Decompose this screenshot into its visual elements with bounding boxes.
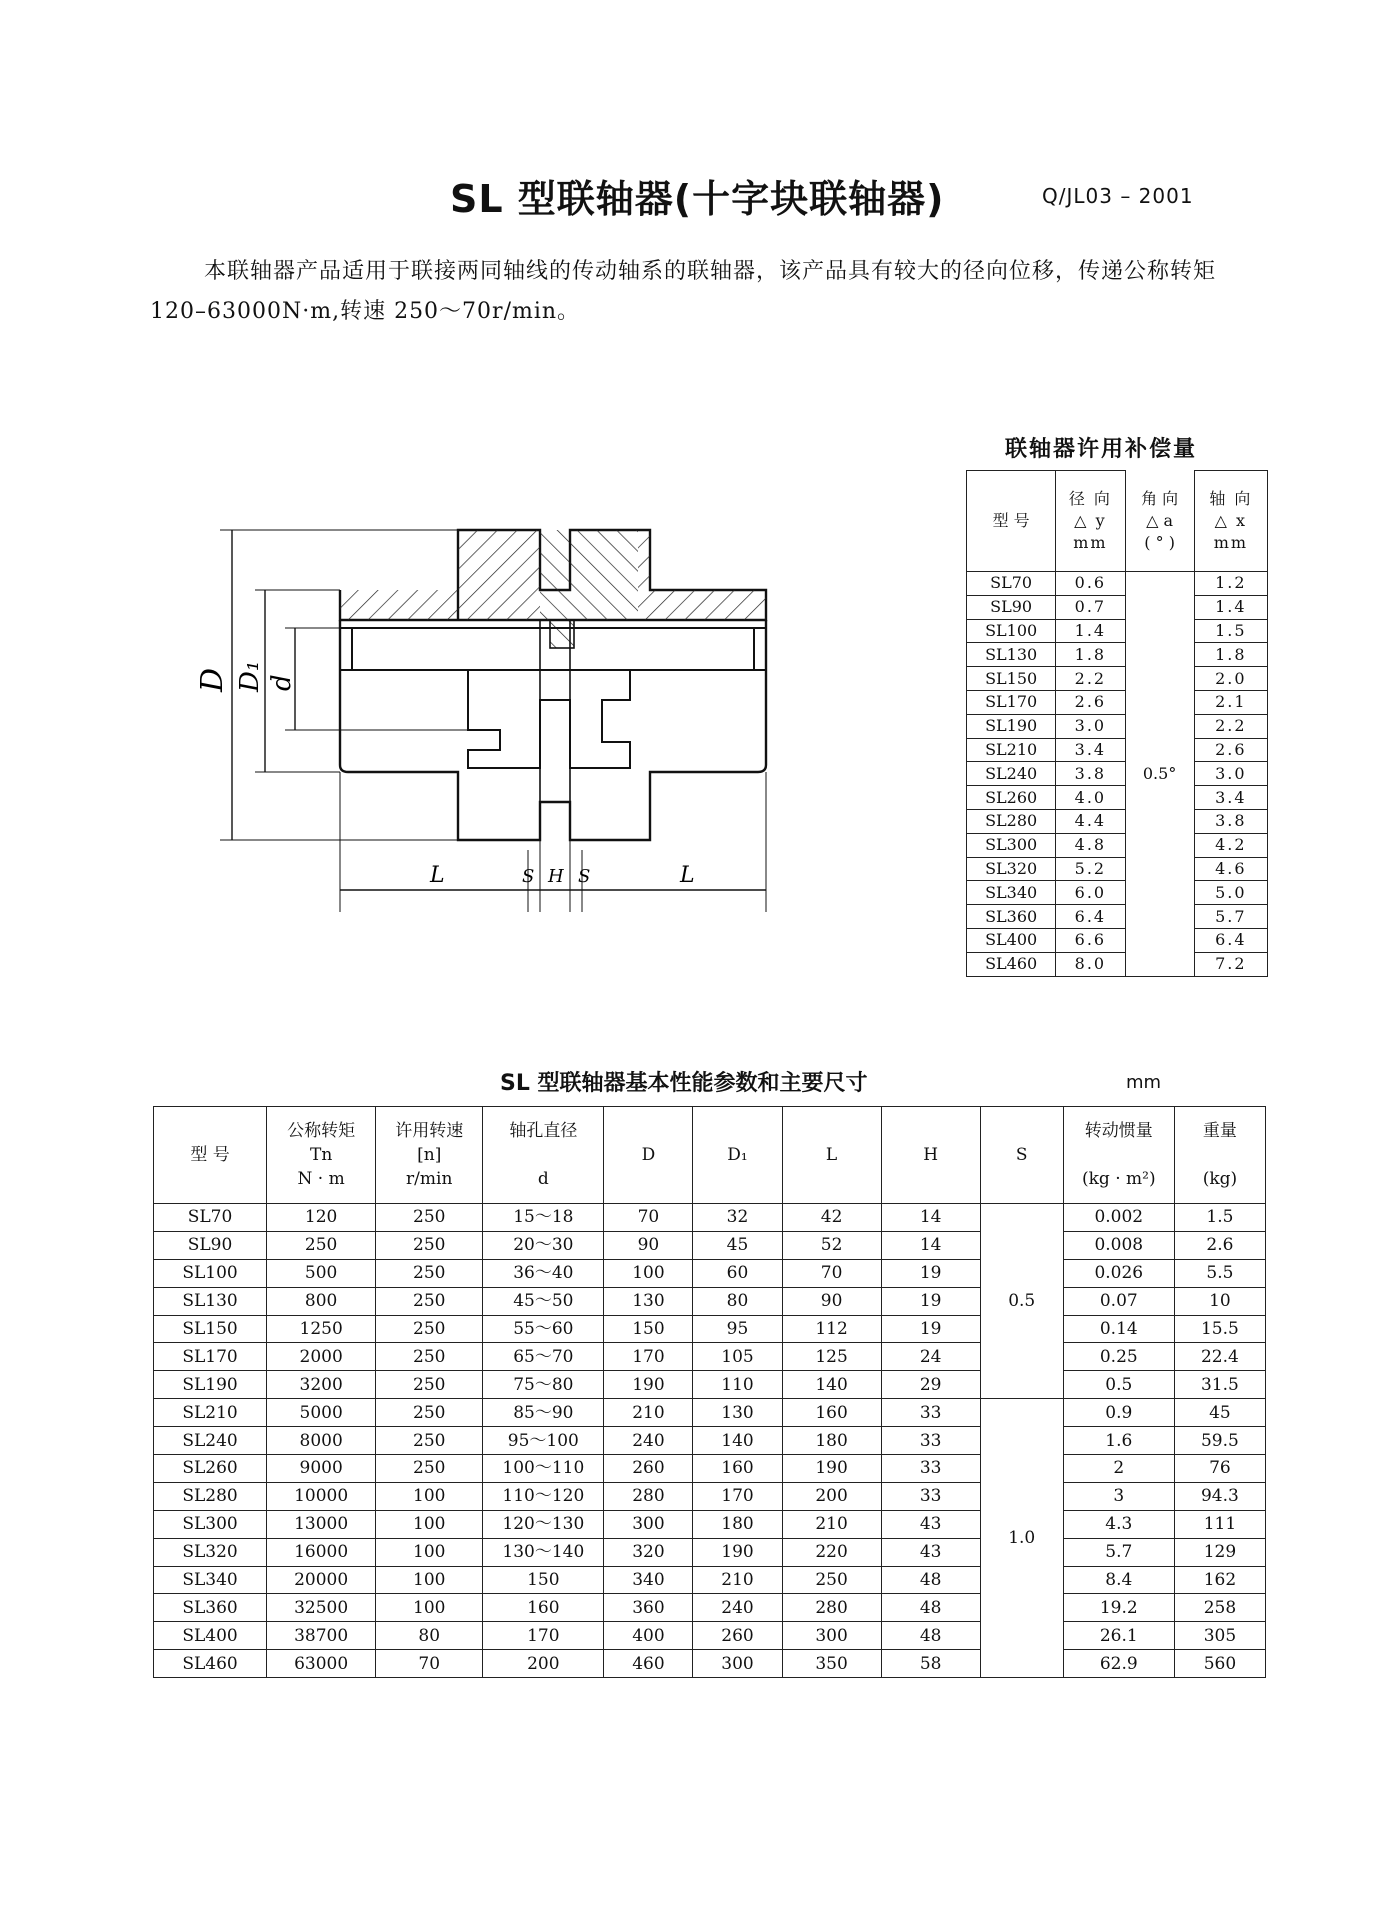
cell-inertia: 0.5: [1063, 1371, 1174, 1399]
cell-n: 100: [376, 1566, 483, 1594]
comp-model: SL100: [967, 619, 1056, 643]
cell-model: SL260: [154, 1455, 267, 1483]
cell-l: 210: [782, 1510, 881, 1538]
comp-axial: 1.2: [1194, 572, 1267, 596]
table-row: [154, 1399, 1266, 1427]
comp-model: SL400: [967, 928, 1056, 952]
cell-h: 19: [881, 1259, 980, 1287]
comp-model: SL70: [967, 572, 1056, 596]
comp-row: [967, 905, 1268, 929]
main-table: [153, 1106, 1266, 1678]
cell-d: 170: [483, 1622, 604, 1650]
cell-h: 24: [881, 1343, 980, 1371]
cell-tn: 5000: [267, 1399, 376, 1427]
cell-d1: 130: [693, 1399, 782, 1427]
comp-radial: 2.6: [1056, 690, 1125, 714]
comp-radial: 3.4: [1056, 738, 1125, 762]
cell-inertia: 8.4: [1063, 1566, 1174, 1594]
cell-inertia: 0.25: [1063, 1343, 1174, 1371]
cell-h: 33: [881, 1427, 980, 1455]
comp-radial: 0.7: [1056, 595, 1125, 619]
comp-axial: 1.8: [1194, 643, 1267, 667]
table-row: [154, 1566, 1266, 1594]
cell-d: 100～110: [483, 1455, 604, 1483]
comp-row: [967, 881, 1268, 905]
cell-n: 250: [376, 1287, 483, 1315]
cell-h: 19: [881, 1287, 980, 1315]
cell-n: 100: [376, 1510, 483, 1538]
cell-n: 250: [376, 1343, 483, 1371]
comp-model: SL280: [967, 809, 1056, 833]
cell-tn: 10000: [267, 1482, 376, 1510]
cell-d: 120～130: [483, 1510, 604, 1538]
cell-d1: 300: [693, 1650, 782, 1678]
cell-inertia: 3: [1063, 1482, 1174, 1510]
cell-tn: 9000: [267, 1455, 376, 1483]
cell-tn: 8000: [267, 1427, 376, 1455]
comp-axial: 3.8: [1194, 809, 1267, 833]
cell-inertia: 0.07: [1063, 1287, 1174, 1315]
cell-l: 70: [782, 1259, 881, 1287]
cell-d1: 190: [693, 1538, 782, 1566]
cell-d: 260: [604, 1455, 693, 1483]
cell-d: 170: [604, 1343, 693, 1371]
cell-d1: 80: [693, 1287, 782, 1315]
comp-axial: 2.1: [1194, 690, 1267, 714]
cell-d: 130: [604, 1287, 693, 1315]
cell-l: 200: [782, 1482, 881, 1510]
cell-weight: 45: [1174, 1399, 1265, 1427]
cell-d: 20～30: [483, 1231, 604, 1259]
comp-radial: 6.4: [1056, 905, 1125, 929]
comp-model: SL240: [967, 762, 1056, 786]
dim-S-right-label: S: [578, 866, 591, 887]
cell-d1: 180: [693, 1510, 782, 1538]
comp-row: [967, 809, 1268, 833]
cell-d: 100: [604, 1259, 693, 1287]
cell-d1: 160: [693, 1455, 782, 1483]
cell-d1: 110: [693, 1371, 782, 1399]
comp-axial: 2.6: [1194, 738, 1267, 762]
cell-n: 250: [376, 1427, 483, 1455]
cell-l: 280: [782, 1594, 881, 1622]
comp-axial: 4.2: [1194, 833, 1267, 857]
table-row: [154, 1622, 1266, 1650]
cell-d: 280: [604, 1482, 693, 1510]
cell-model: SL90: [154, 1231, 267, 1259]
comp-axial: 1.5: [1194, 619, 1267, 643]
comp-radial: 4.0: [1056, 786, 1125, 810]
main-header-model: 型 号: [154, 1107, 267, 1204]
table-row: [154, 1231, 1266, 1259]
cell-inertia: 62.9: [1063, 1650, 1174, 1678]
comp-model: SL320: [967, 857, 1056, 881]
cell-d: 240: [604, 1427, 693, 1455]
comp-axial: 3.4: [1194, 786, 1267, 810]
cell-n: 70: [376, 1650, 483, 1678]
cell-h: 14: [881, 1204, 980, 1232]
comp-model: SL150: [967, 667, 1056, 691]
cell-l: 190: [782, 1455, 881, 1483]
cell-l: 160: [782, 1399, 881, 1427]
comp-row: [967, 762, 1268, 786]
cell-l: 250: [782, 1566, 881, 1594]
table-row: [154, 1343, 1266, 1371]
cell-d: 110～120: [483, 1482, 604, 1510]
compensation-table: [966, 470, 1268, 977]
cell-model: SL400: [154, 1622, 267, 1650]
dim-L-left-label: L: [430, 863, 445, 888]
cell-model: SL240: [154, 1427, 267, 1455]
cell-d: 300: [604, 1510, 693, 1538]
comp-row: [967, 595, 1268, 619]
comp-row: [967, 643, 1268, 667]
comp-radial: 4.8: [1056, 833, 1125, 857]
cell-l: 125: [782, 1343, 881, 1371]
cell-h: 33: [881, 1399, 980, 1427]
cell-l: 180: [782, 1427, 881, 1455]
cell-d: 36～40: [483, 1259, 604, 1287]
dim-d-label: d: [267, 674, 297, 691]
cell-inertia: 2: [1063, 1455, 1174, 1483]
dim-D1-label: D₁: [235, 660, 265, 692]
main-header-H: H: [881, 1107, 980, 1204]
comp-model: SL130: [967, 643, 1056, 667]
cell-d1: 260: [693, 1622, 782, 1650]
main-header-bore: 轴孔直径 d: [483, 1107, 604, 1204]
cell-tn: 16000: [267, 1538, 376, 1566]
comp-row: [967, 667, 1268, 691]
cell-weight: 76: [1174, 1455, 1265, 1483]
cell-l: 112: [782, 1315, 881, 1343]
comp-radial: 6.0: [1056, 881, 1125, 905]
cell-weight: 94.3: [1174, 1482, 1265, 1510]
cell-n: 250: [376, 1315, 483, 1343]
cell-n: 250: [376, 1371, 483, 1399]
comp-axial: 4.6: [1194, 857, 1267, 881]
comp-axial: 2.0: [1194, 667, 1267, 691]
comp-model: SL210: [967, 738, 1056, 762]
cell-d: 200: [483, 1650, 604, 1678]
cell-d: 95～100: [483, 1427, 604, 1455]
cell-model: SL190: [154, 1371, 267, 1399]
comp-header-axial: 轴 向 △ x mm: [1194, 471, 1267, 572]
cell-d1: 45: [693, 1231, 782, 1259]
comp-model: SL190: [967, 714, 1056, 738]
cell-inertia: 0.14: [1063, 1315, 1174, 1343]
comp-angular: 0.5°: [1125, 572, 1194, 977]
cell-weight: 162: [1174, 1566, 1265, 1594]
comp-radial: 4.4: [1056, 809, 1125, 833]
cell-n: 250: [376, 1204, 483, 1232]
comp-row: [967, 928, 1268, 952]
cell-h: 48: [881, 1594, 980, 1622]
main-table-title: SL 型联轴器基本性能参数和主要尺寸: [500, 1071, 868, 1096]
cell-d: 130～140: [483, 1538, 604, 1566]
comp-radial: 8.0: [1056, 952, 1125, 976]
cell-model: SL170: [154, 1343, 267, 1371]
main-header-inertia: 转动惯量 (kg · m²): [1063, 1107, 1174, 1204]
cell-weight: 5.5: [1174, 1259, 1265, 1287]
cell-inertia: 4.3: [1063, 1510, 1174, 1538]
standard-code: Q/JL03 – 2001: [1042, 184, 1194, 208]
cell-d: 45～50: [483, 1287, 604, 1315]
cell-inertia: 26.1: [1063, 1622, 1174, 1650]
cell-n: 80: [376, 1622, 483, 1650]
comp-model: SL300: [967, 833, 1056, 857]
cell-d: 70: [604, 1204, 693, 1232]
page-title: SL 型联轴器(十字块联轴器): [450, 177, 945, 221]
cell-n: 250: [376, 1259, 483, 1287]
comp-radial: 2.2: [1056, 667, 1125, 691]
cell-d: 75～80: [483, 1371, 604, 1399]
cell-d: 150: [483, 1566, 604, 1594]
table-row: [154, 1204, 1266, 1232]
cell-d1: 210: [693, 1566, 782, 1594]
cell-weight: 2.6: [1174, 1231, 1265, 1259]
cell-model: SL210: [154, 1399, 267, 1427]
cell-d: 65～70: [483, 1343, 604, 1371]
cell-h: 48: [881, 1566, 980, 1594]
cell-weight: 22.4: [1174, 1343, 1265, 1371]
cell-d: 210: [604, 1399, 693, 1427]
comp-header-radial: 径 向 △ y mm: [1056, 471, 1125, 572]
cell-n: 100: [376, 1538, 483, 1566]
cell-d1: 140: [693, 1427, 782, 1455]
cell-d1: 240: [693, 1594, 782, 1622]
cell-h: 43: [881, 1510, 980, 1538]
comp-radial: 6.6: [1056, 928, 1125, 952]
cell-h: 43: [881, 1538, 980, 1566]
cell-d1: 32: [693, 1204, 782, 1232]
comp-radial: 1.4: [1056, 619, 1125, 643]
comp-row: [967, 857, 1268, 881]
cell-h: 29: [881, 1371, 980, 1399]
cell-model: SL360: [154, 1594, 267, 1622]
cell-h: 19: [881, 1315, 980, 1343]
cell-d: 150: [604, 1315, 693, 1343]
cell-model: SL320: [154, 1538, 267, 1566]
cell-d: 55～60: [483, 1315, 604, 1343]
cell-model: SL280: [154, 1482, 267, 1510]
compensation-title: 联轴器许用补偿量: [1005, 437, 1198, 462]
cell-inertia: 0.008: [1063, 1231, 1174, 1259]
cell-model: SL70: [154, 1204, 267, 1232]
cell-d1: 170: [693, 1482, 782, 1510]
comp-model: SL260: [967, 786, 1056, 810]
cell-inertia: 0.026: [1063, 1259, 1174, 1287]
cell-d1: 95: [693, 1315, 782, 1343]
cell-d: 85～90: [483, 1399, 604, 1427]
coupling-drawing: [195, 520, 830, 940]
cell-tn: 2000: [267, 1343, 376, 1371]
cell-tn: 250: [267, 1231, 376, 1259]
cell-inertia: 5.7: [1063, 1538, 1174, 1566]
comp-axial: 2.2: [1194, 714, 1267, 738]
dim-H-label: H: [548, 866, 564, 887]
cell-n: 250: [376, 1399, 483, 1427]
cell-weight: 111: [1174, 1510, 1265, 1538]
cell-n: 250: [376, 1231, 483, 1259]
table-row: [154, 1371, 1266, 1399]
cell-l: 300: [782, 1622, 881, 1650]
comp-row: [967, 619, 1268, 643]
dim-S-left-label: S: [522, 866, 535, 887]
comp-model: SL90: [967, 595, 1056, 619]
cell-weight: 1.5: [1174, 1204, 1265, 1232]
dim-L-right-label: L: [680, 863, 695, 888]
comp-row: [967, 690, 1268, 714]
cell-weight: 258: [1174, 1594, 1265, 1622]
cell-model: SL300: [154, 1510, 267, 1538]
table-row: [154, 1594, 1266, 1622]
cell-d: 15～18: [483, 1204, 604, 1232]
table-row: [154, 1538, 1266, 1566]
comp-model: SL360: [967, 905, 1056, 929]
cell-l: 90: [782, 1287, 881, 1315]
cell-weight: 305: [1174, 1622, 1265, 1650]
table-row: [154, 1427, 1266, 1455]
comp-header-angular: 角 向 △ a ( ° ): [1125, 471, 1194, 572]
cell-n: 250: [376, 1455, 483, 1483]
cell-tn: 120: [267, 1204, 376, 1232]
main-header-L: L: [782, 1107, 881, 1204]
cell-h: 33: [881, 1482, 980, 1510]
cell-inertia: 1.6: [1063, 1427, 1174, 1455]
main-header-D: D: [604, 1107, 693, 1204]
comp-axial: 6.4: [1194, 928, 1267, 952]
comp-radial: 3.0: [1056, 714, 1125, 738]
cell-inertia: 0.002: [1063, 1204, 1174, 1232]
cell-tn: 1250: [267, 1315, 376, 1343]
comp-header-model: 型 号: [967, 471, 1056, 572]
cell-d: 90: [604, 1231, 693, 1259]
comp-radial: 0.6: [1056, 572, 1125, 596]
cell-d: 360: [604, 1594, 693, 1622]
cell-model: SL150: [154, 1315, 267, 1343]
comp-radial: 5.2: [1056, 857, 1125, 881]
cell-h: 58: [881, 1650, 980, 1678]
comp-row: [967, 738, 1268, 762]
cell-d: 320: [604, 1538, 693, 1566]
cell-weight: 10: [1174, 1287, 1265, 1315]
cell-d: 340: [604, 1566, 693, 1594]
cell-d: 460: [604, 1650, 693, 1678]
comp-radial: 1.8: [1056, 643, 1125, 667]
main-table-unit: mm: [1126, 1072, 1162, 1093]
cell-s: 0.5: [980, 1204, 1063, 1399]
cell-d: 400: [604, 1622, 693, 1650]
cell-l: 140: [782, 1371, 881, 1399]
table-row: [154, 1650, 1266, 1678]
main-header-torque: 公称转矩 Tn N · m: [267, 1107, 376, 1204]
table-row: [154, 1482, 1266, 1510]
cell-model: SL340: [154, 1566, 267, 1594]
cell-weight: 59.5: [1174, 1427, 1265, 1455]
comp-row: [967, 952, 1268, 976]
cell-inertia: 0.9: [1063, 1399, 1174, 1427]
main-header-weight: 重量 (kg): [1174, 1107, 1265, 1204]
cell-weight: 15.5: [1174, 1315, 1265, 1343]
cell-weight: 31.5: [1174, 1371, 1265, 1399]
cell-l: 42: [782, 1204, 881, 1232]
cell-n: 100: [376, 1482, 483, 1510]
comp-axial: 7.2: [1194, 952, 1267, 976]
main-header-S: S: [980, 1107, 1063, 1204]
comp-model: SL460: [967, 952, 1056, 976]
cell-tn: 500: [267, 1259, 376, 1287]
main-header-speed: 许用转速 [n] r/min: [376, 1107, 483, 1204]
cell-tn: 38700: [267, 1622, 376, 1650]
cell-inertia: 19.2: [1063, 1594, 1174, 1622]
cell-tn: 63000: [267, 1650, 376, 1678]
cell-model: SL130: [154, 1287, 267, 1315]
cell-d1: 60: [693, 1259, 782, 1287]
comp-radial: 3.8: [1056, 762, 1125, 786]
cell-n: 100: [376, 1594, 483, 1622]
comp-row: [967, 786, 1268, 810]
cell-h: 33: [881, 1455, 980, 1483]
table-row: [154, 1455, 1266, 1483]
cell-d: 160: [483, 1594, 604, 1622]
main-header-D1: D₁: [693, 1107, 782, 1204]
table-row: [154, 1287, 1266, 1315]
cell-weight: 560: [1174, 1650, 1265, 1678]
cell-l: 350: [782, 1650, 881, 1678]
cell-tn: 32500: [267, 1594, 376, 1622]
comp-axial: 1.4: [1194, 595, 1267, 619]
comp-axial: 5.7: [1194, 905, 1267, 929]
cell-s: 1.0: [980, 1399, 1063, 1678]
cell-h: 48: [881, 1622, 980, 1650]
cell-d1: 105: [693, 1343, 782, 1371]
comp-row: [967, 833, 1268, 857]
comp-row: [967, 714, 1268, 738]
cell-l: 52: [782, 1231, 881, 1259]
comp-axial: 3.0: [1194, 762, 1267, 786]
cell-tn: 13000: [267, 1510, 376, 1538]
cell-tn: 800: [267, 1287, 376, 1315]
cell-tn: 3200: [267, 1371, 376, 1399]
table-row: [154, 1259, 1266, 1287]
cell-h: 14: [881, 1231, 980, 1259]
comp-model: SL340: [967, 881, 1056, 905]
comp-model: SL170: [967, 690, 1056, 714]
intro-paragraph: 本联轴器产品适用于联接两同轴线的传动轴系的联轴器，该产品具有较大的径向位移，传递公称转矩 120–63000N·m,转速 250～70r/min。: [150, 259, 1217, 324]
cell-d: 190: [604, 1371, 693, 1399]
comp-axial: 5.0: [1194, 881, 1267, 905]
cell-weight: 129: [1174, 1538, 1265, 1566]
table-row: [154, 1315, 1266, 1343]
cell-tn: 20000: [267, 1566, 376, 1594]
comp-row: [967, 572, 1268, 596]
cell-model: SL100: [154, 1259, 267, 1287]
cell-model: SL460: [154, 1650, 267, 1678]
cell-l: 220: [782, 1538, 881, 1566]
dim-D-label: D: [195, 667, 230, 692]
table-row: [154, 1510, 1266, 1538]
